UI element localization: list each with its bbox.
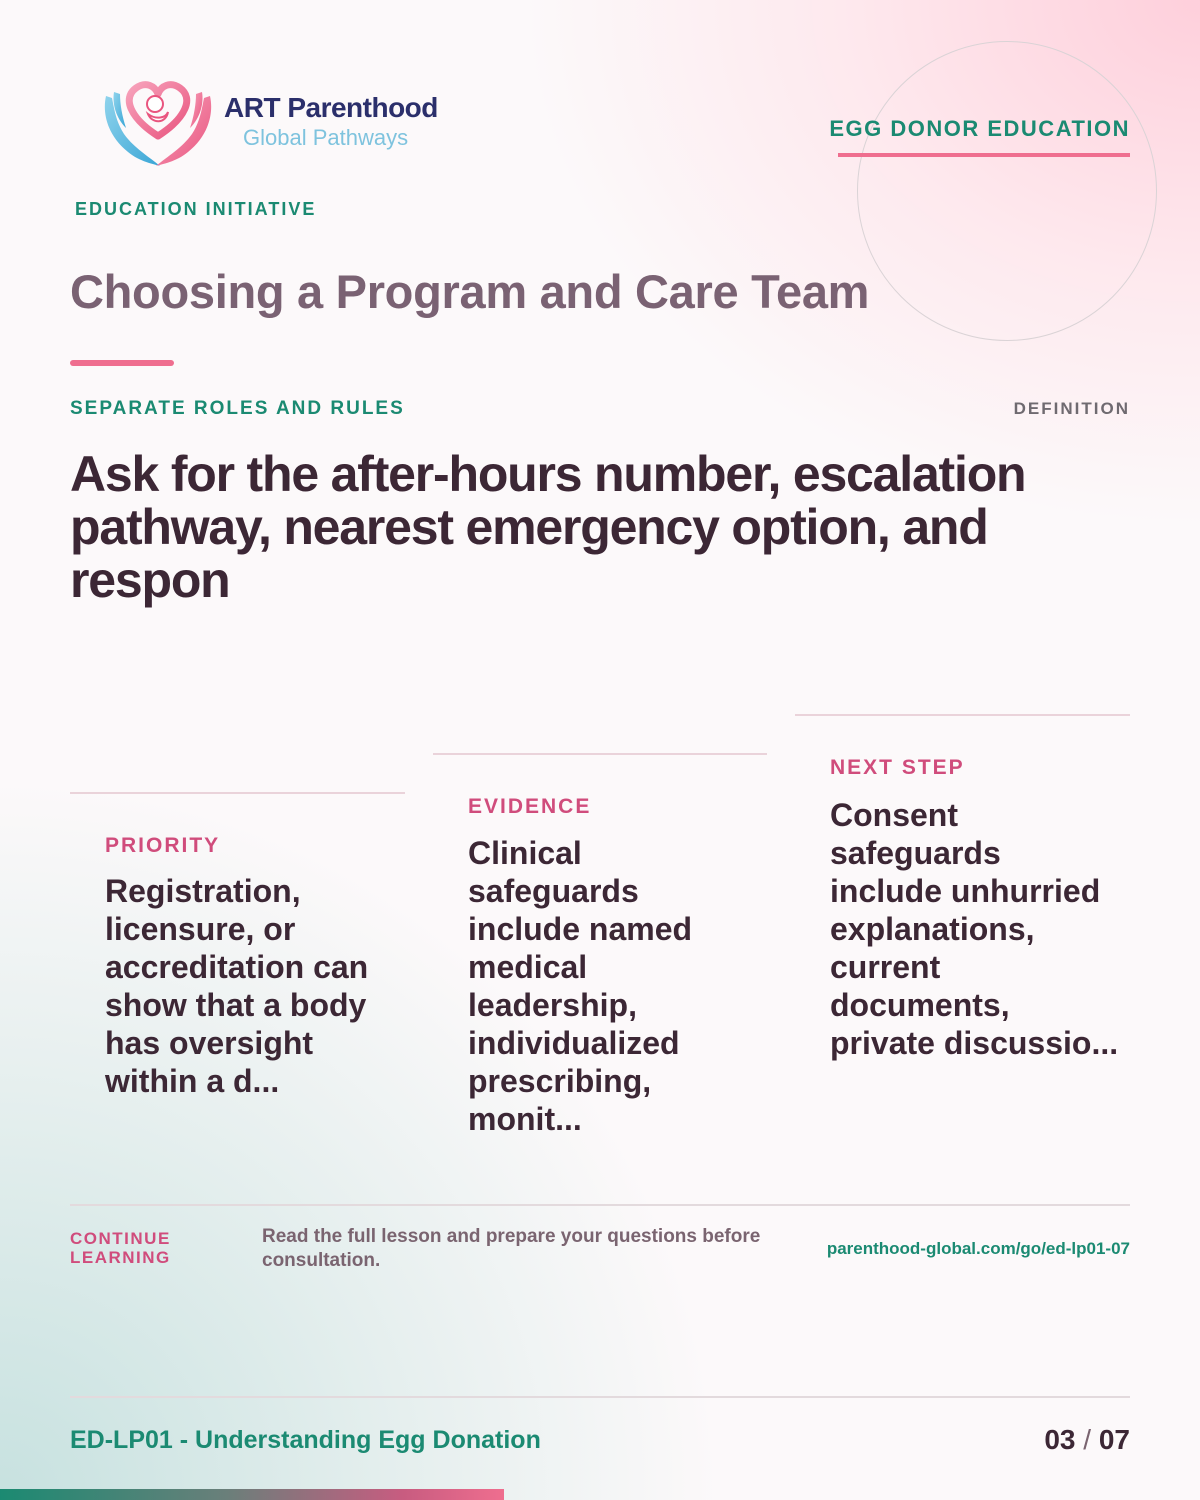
brand-subtitle: Global Pathways [243,125,409,150]
column-divider [433,753,767,755]
cta-text: Read the full lesson and prepare your questions before consultation. [262,1226,761,1271]
column-text-next-step: Consent safeguards include unhurried explanations, current documents, private discussio... [830,797,1119,1061]
column-text-priority: Registration, licensure, or accreditation can show that a body has oversight within a d... [105,873,369,1099]
column-divider [70,792,405,794]
headline: Ask for the after-hours number, escalation pathway, nearest emergency option, and respon [70,446,1026,608]
progress-bar [0,1489,504,1500]
column-label-evidence: EVIDENCE [468,795,592,818]
decorative-circle [857,41,1157,341]
cta-link[interactable]: parenthood-global.com/go/ed-lp01-07 [826,1239,1130,1258]
course-title: ED-LP01 - Understanding Egg Donation [70,1426,541,1454]
column-label-next-step: NEXT STEP [830,756,965,779]
page-current: 03 [1044,1424,1076,1455]
cta-label: CONTINUE LEARNING [70,1229,171,1267]
page-total: 07 [1098,1424,1130,1455]
brand-name: ART Parenthood [224,92,438,123]
initiative-label: EDUCATION INITIATIVE [75,199,317,219]
column-text-evidence: Clinical safeguards include named medical leadership, individualized prescribing, monit... [468,835,693,1137]
page-separator: / [1075,1424,1099,1455]
heart-hands-logo-icon [100,74,216,172]
page-title: Choosing a Program and Care Team [70,265,870,318]
footer-divider [70,1396,1130,1398]
category-label: EGG DONOR EDUCATION [829,116,1130,141]
title-accent-bar [70,360,174,366]
cta-divider [70,1204,1130,1206]
section-label: SEPARATE ROLES AND RULES [70,398,405,419]
column-label-priority: PRIORITY [105,834,221,857]
section-tag: DEFINITION [1013,399,1130,418]
column-divider [795,714,1130,716]
category-underline [838,153,1130,157]
page-counter [1044,1424,1130,1456]
